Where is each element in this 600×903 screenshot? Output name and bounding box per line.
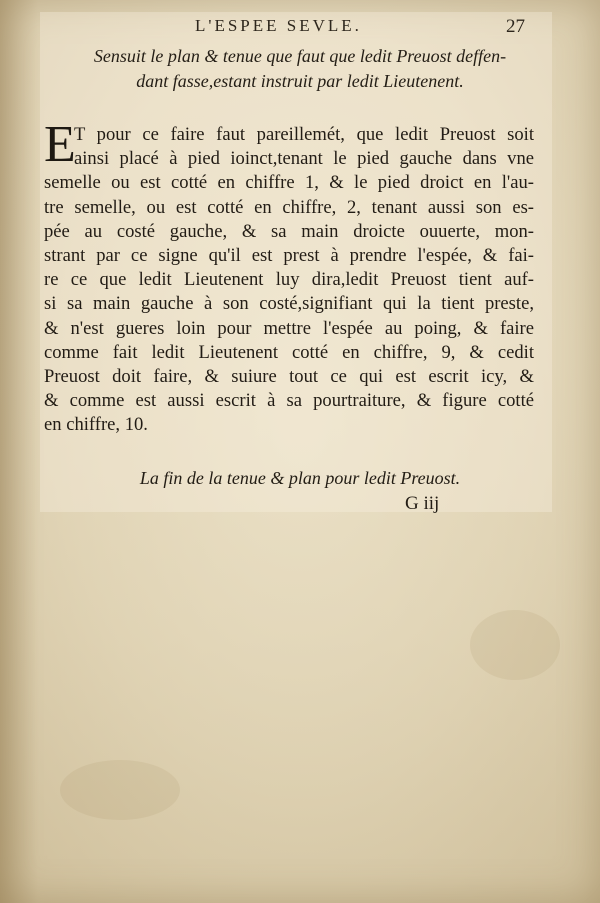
show-through-text: [150, 585, 510, 609]
section-heading: [60, 44, 540, 94]
page-number: 27: [506, 16, 525, 37]
body-line: & comme est aussi escrit à sa pourtraiture, & figure cotté: [44, 390, 534, 412]
body-line: pée au costé gauche, & sa main droicte ouuerte, mon-: [44, 220, 534, 242]
drop-cap: E: [44, 116, 76, 173]
body-line: ainsi placé à pied ioinct,tenant le pied gauche dans vne: [74, 148, 534, 170]
body-line: semelle ou est cotté en chiffre 1, & le pied droict en l'au-: [44, 172, 534, 194]
heading-line: dant fasse,estant instruit par ledit Lieutenent.: [136, 71, 464, 91]
closing-line: La fin de la tenue & plan pour ledit Preuost.: [139, 468, 461, 488]
running-head: [0, 16, 600, 40]
body-line: strant par ce signe qu'il est prest à prendre l'espée, & fai-: [44, 245, 534, 267]
body-paragraph: [44, 116, 534, 438]
body-line: re ce que ledit Lieutenent luy dira,ledit Preuost tient auf-: [44, 269, 534, 291]
body-line: tre semelle, ou est cotté en chiffre, 2, tenant aussi son es-: [44, 196, 534, 218]
signature-mark: G iij: [405, 493, 440, 514]
body-line: & n'est gueres loin pour mettre l'espée au poing, & faire: [44, 317, 534, 339]
body-line: comme fait ledit Lieutenent cotté en chiffre, 9, & cedit: [44, 341, 534, 363]
paper-stain: [60, 760, 180, 820]
body-line: en chiffre, 10.: [44, 414, 148, 436]
body-line: Preuost doit faire, & suiure tout ce qui est escrit icy, &: [44, 366, 534, 388]
running-title: L'ESPEE SEVLE.: [195, 16, 362, 35]
heading-line: Sensuit le plan & tenue que faut que ledit Preuost deffen-: [93, 46, 507, 66]
body-line: si sa main gauche à son costé,signifiant qui la tient preste,: [44, 293, 534, 315]
page-gutter-shadow: [0, 0, 38, 903]
body-line: T pour ce faire faut pareillemét, que ledit Preuost soit: [74, 124, 534, 145]
paper-stain: [470, 610, 560, 680]
